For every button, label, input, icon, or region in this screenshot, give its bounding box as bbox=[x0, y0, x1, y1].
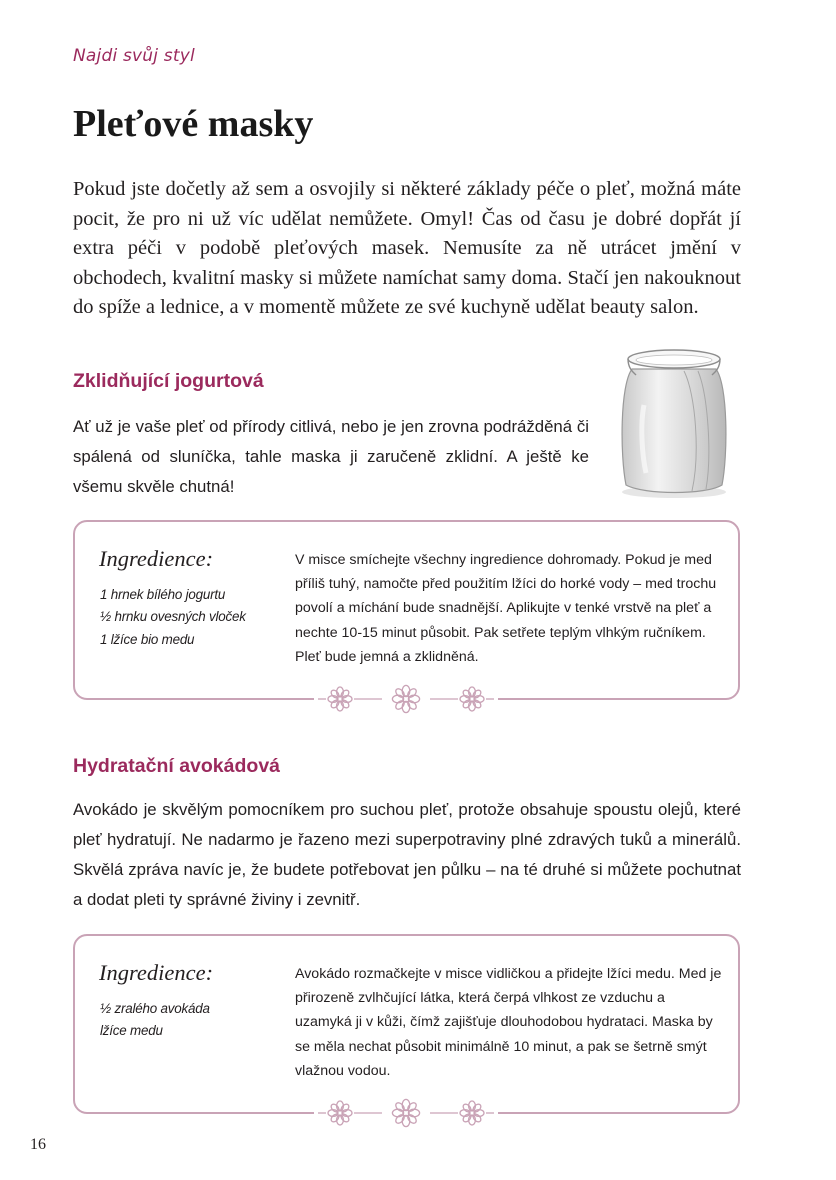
ingredients-list bbox=[100, 998, 210, 1043]
section-heading-avocado: Hydratační avokádová bbox=[73, 755, 281, 777]
recipe-box-avocado bbox=[73, 934, 740, 1114]
flower-ornament-icon bbox=[314, 1097, 498, 1129]
recipe-box-yogurt bbox=[73, 520, 740, 700]
ingredients-list bbox=[100, 584, 246, 651]
method-text: V misce smíchejte všechny ingredience dohromady. Pokud je med příliš tuhý, namočte před použitím lžíci do horké vody – med trochu povolí a míchání bude snadnější. Aplikujte v tenké vrstvě na pleť a nechte 10-15 minut působit. Pak setřete teplým vlhkým ručníkem. Pleť bude jemná a zklidněná. bbox=[295, 552, 717, 665]
section-text-yogurt: Ať už je vaše pleť od přírody citlivá, nebo je jen zrovna podrážděná či spálená od sluníčka, tahle maska ji zaručeně zklidní. A ještě ke všemu skvěle chutná! bbox=[73, 417, 589, 496]
page-number: 16 bbox=[30, 1136, 46, 1153]
running-head: Najdi svůj styl bbox=[73, 46, 195, 66]
section-heading-yogurt: Zklidňující jogurtová bbox=[73, 370, 264, 392]
flower-ornament-icon bbox=[314, 683, 498, 715]
ingredients-title: Ingredience: bbox=[99, 960, 214, 985]
list-item: ½ zralého avokáda bbox=[100, 1001, 210, 1016]
intro-paragraph: Pokud jste dočetly až sem a osvojily si některé základy péče o pleť, možná máte pocit, že pro ni už víc udělat nemůžete. Omyl! Čas od času je dobré dopřát jí extra péči v podobě pleťových masek. Nemusíte za ně utrácet jmění v obchodech, kvalitní masky si můžete namíchat samy doma. Stačí jen nakouknout do spíže a lednice, a v momentě můžete ze své kuchyně udělat beauty salon. bbox=[73, 178, 741, 319]
ingredients-title: Ingredience: bbox=[99, 546, 214, 571]
section-text-avocado: Avokádo je skvělým pomocníkem pro suchou pleť, protože obsahuje spoustu olejů, které pleť hydratují. Ne nadarmo je řazeno mezi superpotraviny plné zdravých tuků a minerálů. Skvělá zpráva navíc je, že budete potřebovat jen půlku – na té druhé si můžete pochutnat a dodat pleti ty správné živiny i zevnitř. bbox=[73, 800, 741, 909]
list-item: 1 lžíce bio medu bbox=[100, 631, 195, 647]
yogurt-jar-icon bbox=[614, 345, 732, 500]
page-title: Pleťové masky bbox=[73, 103, 314, 145]
list-item: lžíce medu bbox=[100, 1023, 163, 1039]
list-item: 1 hrnek bílého jogurtu bbox=[100, 587, 226, 602]
method-text: Avokádo rozmačkejte v misce vidličkou a přidejte lžíci medu. Med je přirozeně zvlhčující látka, která čerpá vlhkost ze vzduchu a uzamyká ji v kůži, čímž zajišťuje dlouhodobou hydrataci. Maska by se měla nechat působit minimálně 10 minut, a pak se šetrně smýt vlažnou vodou. bbox=[295, 966, 722, 1079]
list-item: ½ hrnku ovesných vloček bbox=[100, 609, 246, 625]
